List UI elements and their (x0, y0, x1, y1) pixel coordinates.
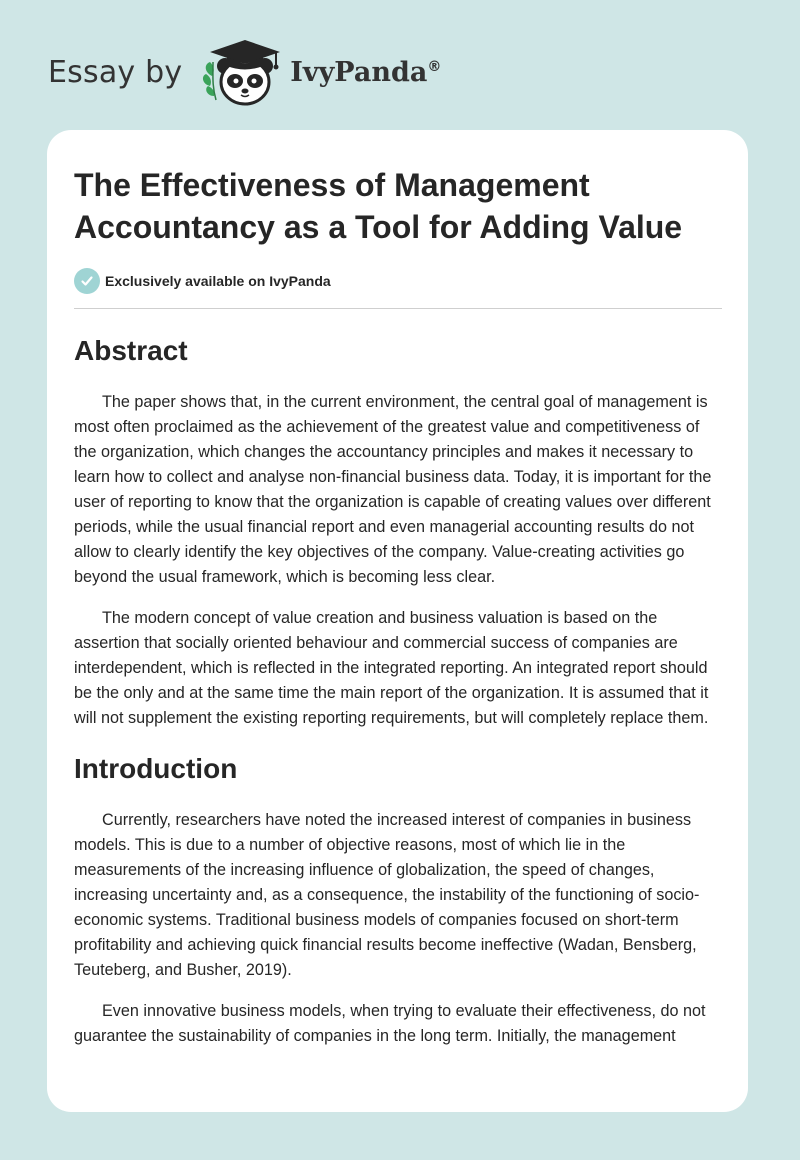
exclusive-label: Exclusively available on IvyPanda (105, 273, 331, 289)
panda-graduate-logo-icon (200, 36, 286, 108)
introduction-paragraph: Even innovative business models, when trying to evaluate their effectiveness, do not guarantee the sustainability of companies in the long term. Initially, the management (74, 1002, 706, 1045)
abstract-paragraph: The paper shows that, in the current environment, the central goal of management is most often proclaimed as the achievement of the greatest value and competitiveness of the organization, which changes the accountancy principles and makes it necessary to learn how to collect and analyse non-financial business data. Today, it is important for the user of reporting to know that the organization is capable of creating values over different periods, while the usual financial report and even managerial accounting results do not allow to clearly identify the key objectives of the company. Value-creating activities go beyond the usual framework, which is becoming less clear. (74, 393, 712, 586)
brand-name (290, 57, 441, 88)
divider (74, 308, 722, 309)
introduction-heading: Introduction (74, 753, 238, 784)
brand-name-text: IvyPanda (290, 56, 428, 88)
brand-prefix: Essay by (48, 54, 183, 90)
check-circle-icon (74, 268, 100, 294)
brand-header[interactable] (48, 36, 441, 108)
registered-mark: ® (427, 58, 442, 75)
essay-title: The Effectiveness of Management Accountancy as a Tool for Adding Value (74, 167, 683, 245)
abstract-paragraph: The modern concept of value creation and business valuation is based on the assertion that socially oriented behaviour and commercial success of companies are interdependent, which is reflected in the integrated reporting. An integrated report should be the only and at the same time the main report of the organization. It is assumed that it will not supplement the existing reporting requirements, but will completely replace them. (74, 609, 709, 727)
abstract-heading: Abstract (74, 335, 188, 366)
introduction-paragraph: Currently, researchers have noted the increased interest of companies in business models. This is due to a number of objective reasons, most of which lie in the measurements of the increasing influence of globalization, the speed of changes, increasing uncertainty and, as a consequence, the instability of the functioning of socio-economic systems. Traditional business models of companies focused on short-term profitability and achieving quick financial results become ineffective (Wadan, Bensberg, Teuteberg, and Busher, 2019). (74, 811, 700, 979)
essay-card (47, 130, 748, 1112)
exclusive-badge (74, 268, 722, 294)
